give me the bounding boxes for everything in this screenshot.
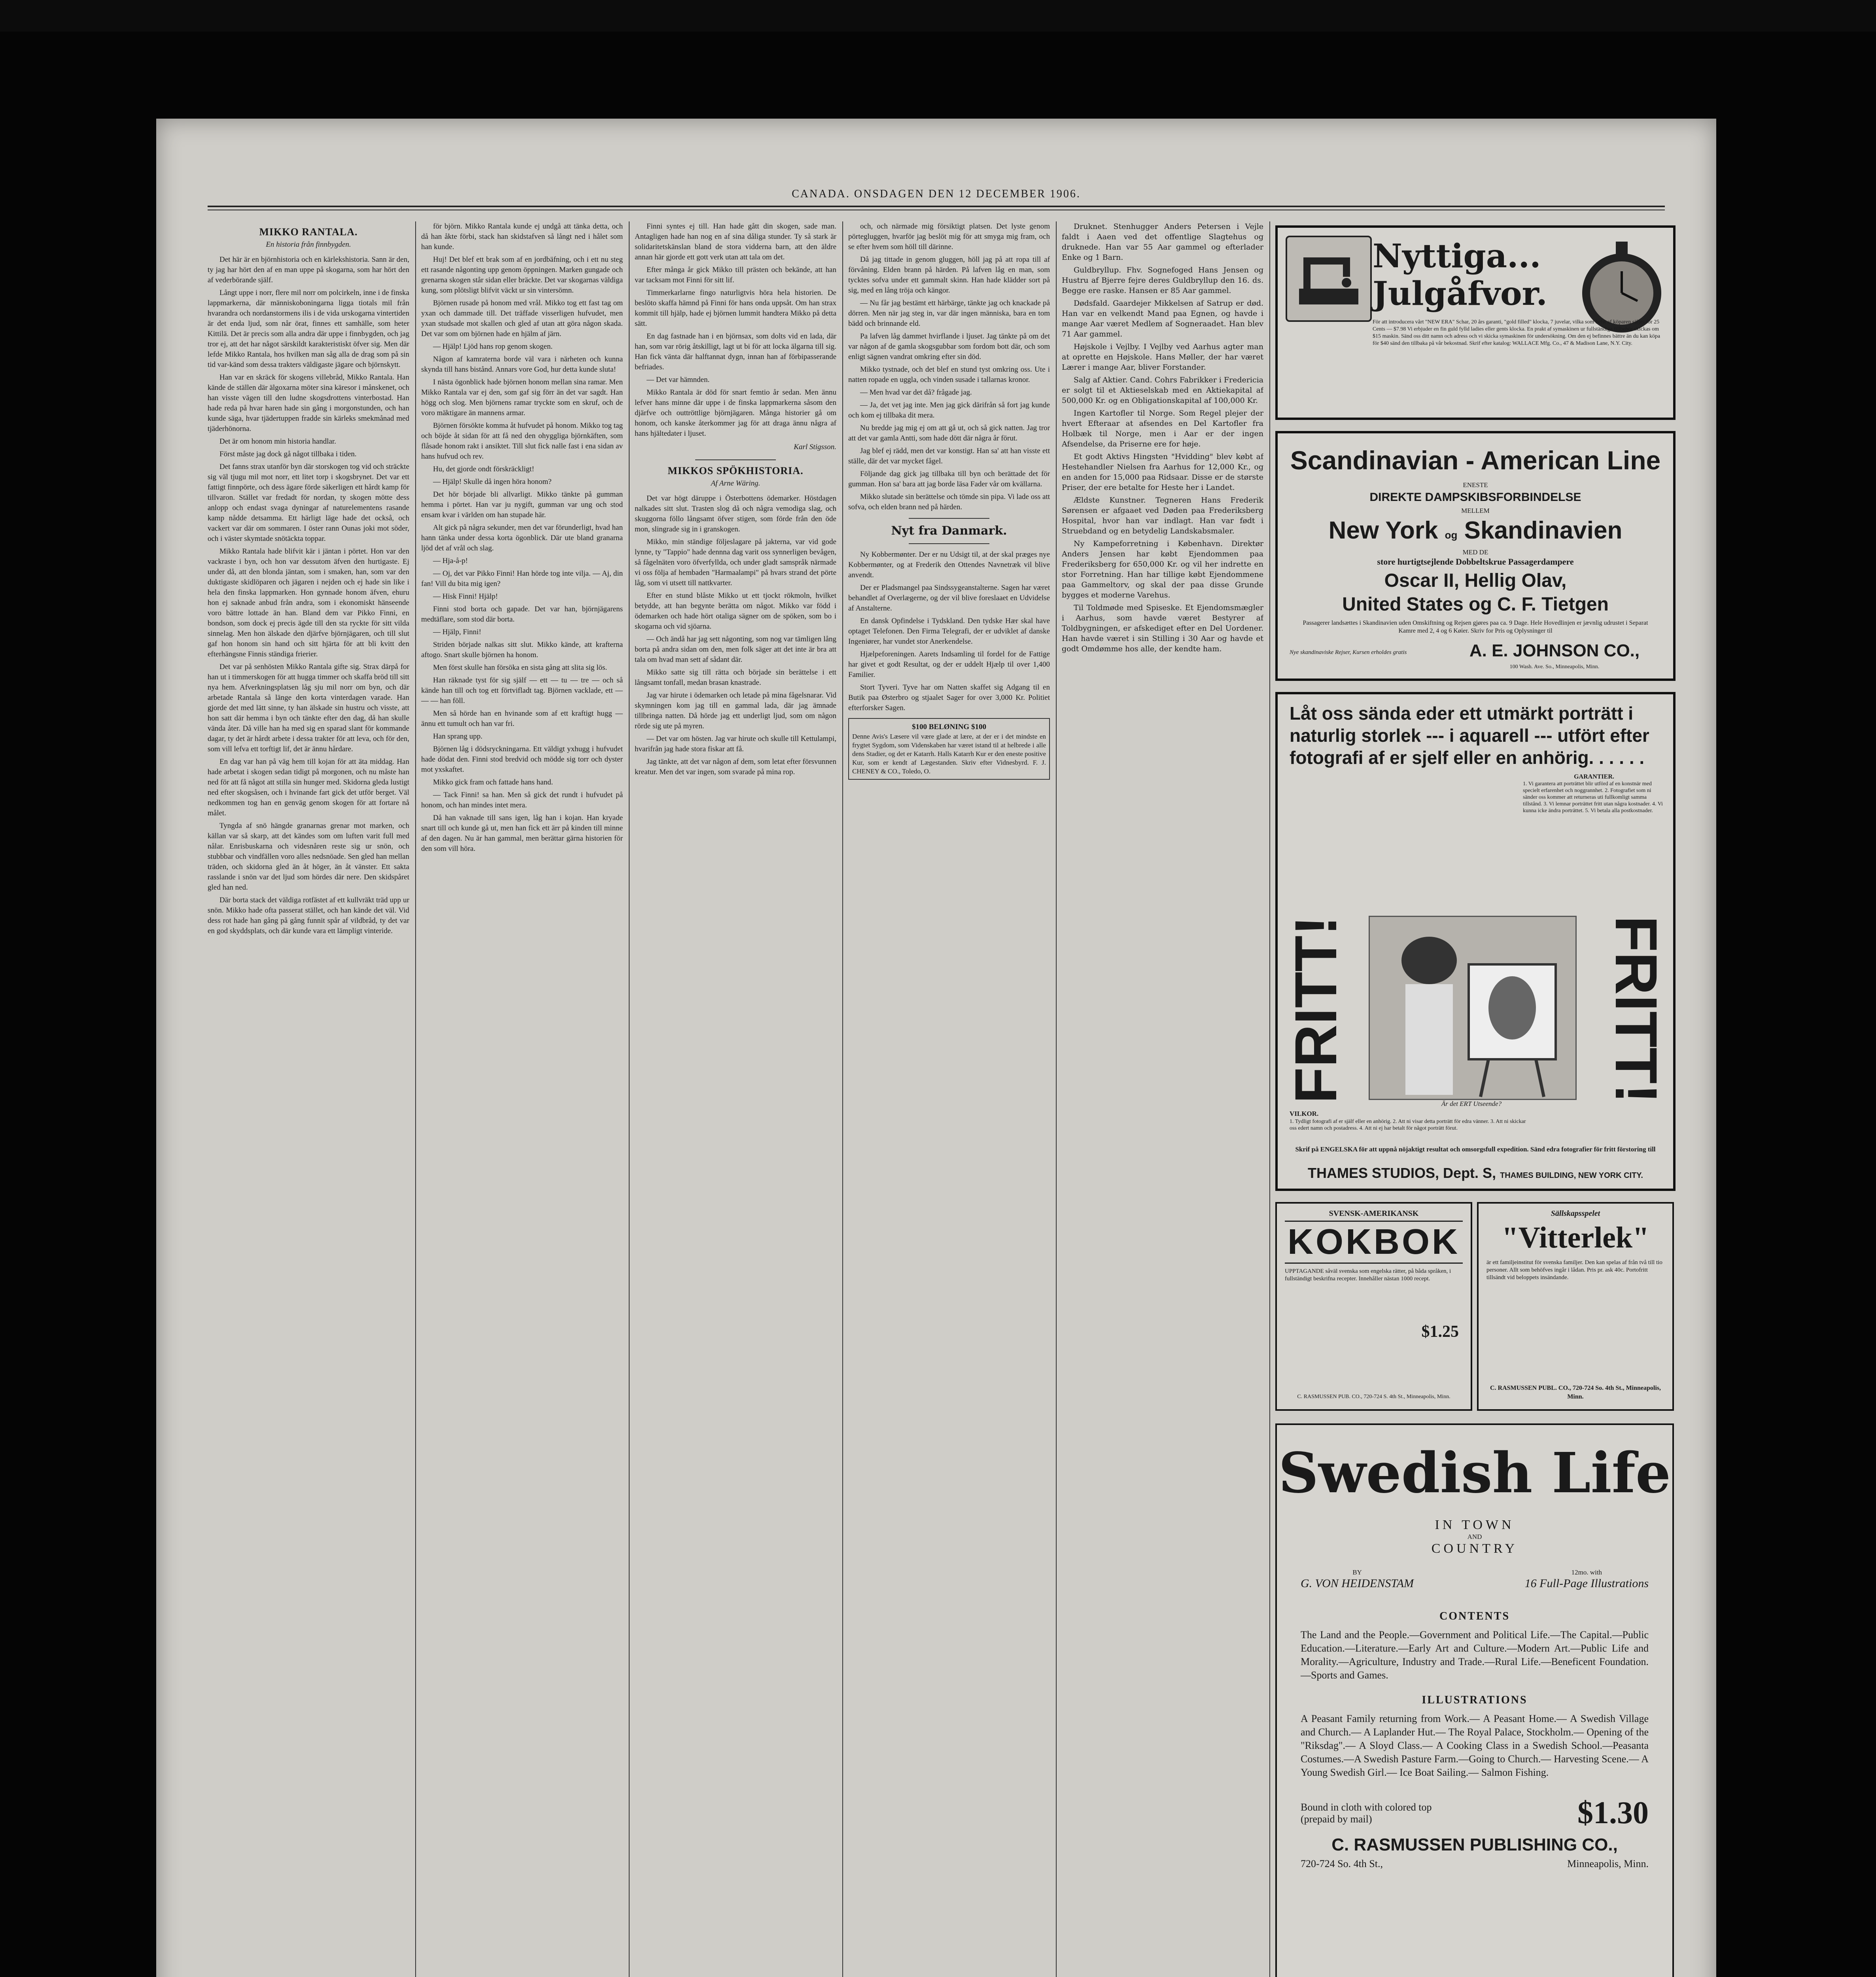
paragraph: Det är om honom min historia handlar. [219,437,336,446]
paragraph: Ingen Kartofler til Norge. Som Regel plejer der hvert Efteraar at afsendes en Del Kartofler fra Holbæk til Norge, men i Aar er der ingen Afsendelse, da Priserne ere for høje. [1062,409,1263,448]
paragraph: Det hör började bli allvarligt. Mikko tänkte på gumman hemma i pörtet. Han var ju nygift, gumman var ung och stod ensam kvar i världen om han stupade här. [421,490,623,519]
fritt-right: FRITT! [1603,916,1670,1104]
article-body [848,221,1050,512]
divider [695,459,776,460]
paragraph: Efter en stund blåste Mikko ut ett tjockt rökmoln, hvilket betydde, att han begynte berätta om något. Mikko var född i ödemarken och hade hört otaliga sägner om de spöken, som bo i skogarna och vid sjöarna. [635,592,836,631]
author-signature: Karl Stigsson. [794,443,836,451]
conditions-block: VILKOR. 1. Tydligt fotografi af er själf eller en anhörig. 2. Att ni visar detta porträtt för edra vänner. 3. Att ni skickar oss edert namn och postadress. 4. Att ni ej har betalt för något porträtt förut. [1290,1110,1526,1131]
film-strip-top [0,0,1876,32]
ad-title: Nyttiga... Julgåfvor. [1373,237,1547,313]
paragraph: Pa lafven låg dammet hvirflande i ljuset. Jag tänkte på om det var någon af de gamla skogsgubbar som fordom bott där, och som enligt sägnen vandrat omkring efter sin död. [848,332,1050,361]
column-5 [1062,221,1263,1977]
paragraph: Guldbryllup. Fhv. Sognefoged Hans Jensen og Hustru af Bjerre fejre deres Guldbryllup den 16. ds. Begge ere raske. Hansen er 85 Aar gammel. [1062,266,1263,295]
paragraph: Salg af Aktier. Cand. Cohrs Fabrikker i Fredericia er solgt til et Aktieselskab med en Aktiekapital af 500,000 Kr. og en Obligationskapital af 100,000 Kr. [1062,376,1263,405]
article-title: MIKKOS SPÖKHISTORIA. [668,465,804,476]
paragraph: Där borta stack det väldiga rotfästet af ett kullvräkt träd upp ur snön. Mikko hade ofta passerat stället, och han kände det väl. Vid dess rot hade han gång på gång funnit spår af vildbråd, ty det var en god skyddsplats, och där kunde vara ett lämpligt vinteride. [208,896,409,935]
ad-portrait-offer: Låt oss sända eder ett utmärkt porträtt i naturlig storlek --- i aquarell --- utfört efter fotografi af er sjelf eller en anhörig. . . . . . GARANTIER. 1. Vi garantera att porträttet blir utförd af en konstnär med specielt erfarenhet och noggrannhet. 2. Fotografiet som ni sänder oss kommer att returneras uti fullkomligt samma tillstånd. 3. Vi lemnar porträttet fritt utan några kostnader. 4. Vi kunna icke ändra porträttet. 5. Vi betala alla postkostnader. FRITT! FRITT! Är det ERT Utseende? VILKOR. 1. Tydligt fotografi af er själf eller en anhörig. 2. Att ni visar detta porträtt för edra vänner. 3. Att ni skickar oss edert namn och postadress. 4. Att ni ej har betalt för något porträtt förut. Skrif på ENGELSKA för att uppnå nöjaktigt resultat och omsorgsfull expedition. Sänd edra fotografier för fritt förstoring till THAMES STUDIOS, Dept. S, THAMES BUILDING, NEW YORK CITY. [1275,692,1676,1191]
paragraph: Björnen låg i dödsryckningarna. Ett väldigt yxhugg i hufvudet hade dödat den. Finni stod bredvid och mödde sig torr och dyster mot yxskaftet. [421,745,623,774]
danish-news [1062,221,1263,654]
paragraph: Efter många år gick Mikko till prästen och bekände, att han var tacksam mot Finni för sitt lif. [635,266,836,284]
contents-list: The Land and the People.—Government and Political Life.—The Capital.—Public Education.—Literature.—Early Art and Culture.—Modern Art.—Public Life and Morality.—Agriculture, Industry and Trade.—Rural Life.—Beneficent Foundation.—Sports and Games. [1301,1629,1649,1681]
publisher-address: 720-724 So. 4th St., Minneapolis, Minn. [1301,1858,1649,1869]
reward-ad-title: $100 BELØNING $100 [912,723,986,731]
paragraph: Mikko tystnade, och det blef en stund tyst omkring oss. Ute i natten ropade en uggla, och vinden susade i tallarnas kronor. [848,365,1050,384]
paragraph: för björn. Mikko Rantala kunde ej undgå att tänka detta, och då han åkte förbi, stack han skidstafven så långt ned i hålet som han kunde. [421,222,623,251]
paragraph: Det här är en björnhistoria och en kärlekshistoria. Sann är den, ty jag har hört den af en man uppe på skogarna, som har hört den af vederbörande själf. [208,255,409,284]
paragraph: — Och ändå har jag sett någonting, som nog var tämligen lång borta på andra sidan om den, men folk säger att det inte är bra att tala om hvad man sett af sådant där. [635,635,836,664]
paragraph: Alt gick på några sekunder, men det var förunderligt, hvad han hann tänka under dessa korta ögonblick. Där ute bland granarna ljöd det af vrål och slag. [421,524,623,552]
paragraph: Mikko slutade sin berättelse och tömde sin pipa. Vi lade oss att sofva, och elden brann ned på härden. [848,493,1050,511]
paragraph: Långt uppe i norr, flere mil norr om polcirkeln, inne i de finska lappmarkerna, där människoboningarna ligga tiotals mil från hvarandra och nordanstormens ilis i de vida urskogarna vintertiden är det enda ljud, som når örat, finnes ett samhälle, som heter Kittilä. Det är precis som alla andra där uppe i finnbygden, och jag tror ej, att det har något särskildt karakteristiskt öfver sig. Men där lefde Mikko Rantala, hos hvilken man såg alla de drag som på sin tid var-känd som dessa trakters väldigaste jägare och björnskytt. [208,289,409,369]
paragraph: — Men hvad var det då? frågade jag. [860,388,972,397]
paragraph: Björnen rusade på honom med vrål. Mikko tog ett fast tag om yxan och dammade till. Det träffade visserligen hufvudet, men yxan studsade mot skallen och gled af utan att göra någon skada. Det var som om björnen hade en hjälm af järn. [421,299,623,338]
column-3 [635,221,836,1977]
article-byline: Af Arne Wäring. [711,479,760,488]
article-subtitle: En historia från finnbygden. [266,240,351,249]
portrait-illustration [1369,916,1577,1100]
paragraph: Men så hörde han en hvinande som af ett kraftigt hugg — ännu ett tumult och han var fri. [421,709,623,728]
paragraph: Til Toldmøde med Spiseske. Et Ejendomsmægler i Aarhus, som havde været Bestyrer af Toldbygningen, er afskediget efter en Del Uordener. Han havde været i sin Stilling i 30 Aar og havde et godt Omdømme hos alle, der kendte ham. [1062,603,1263,653]
paragraph: Jag blef ej rädd, men det var konstigt. Han sa' att han visste ett ställe, där det var mycket fågel. [848,447,1050,465]
paragraph: — Hjälp! Ljöd hans rop genom skogen. [433,342,553,351]
ad-scandinavian-american-line: Scandinavian - American Line ENESTE DIREKTE DAMPSKIBSFORBINDELSE MELLEM New York og Skandinavien MED DE store hurtigtsejlende Dobbeltskrue Passagerdampere Oscar II, Hellig Olav, United States og C. F. Tietgen Passagerer landsættes i Skandinavien uden Omskiftning og Rejsen gjøres paa ca. 9 Dage. Hele Hovedlinjen er jævnlig udrustet i Separat Kamre med 2, 4 og 6 Køier. Skriv for Pris og Oplysninger til Nye skandinaviske Rejser, Kursen erholdes gratis A. E. JOHNSON CO., 100 Wash. Ave. So., Minneapolis, Minn. [1275,431,1676,681]
paragraph: Hjælpeforeningen. Aarets Indsamling til fordel for de Fattige har givet et godt Resultat, og der er uddelt Hjælp til over 1,400 Familier. [848,650,1050,679]
price: $1.25 [1421,1323,1459,1341]
agent-name: A. E. JOHNSON CO., [1469,641,1640,660]
paragraph: Ny Kobbermønter. Der er nu Udsigt til, at der skal præges nye Kobbermønter, og at Frederik den Ottendes Navnetræk vil blive anvendt. [848,550,1050,579]
paragraph: Jag var hirute i ödemarken och letade på mina fågelsnarar. Vid skymningen kom jag till en gammal lada, där jag ämnade tillbringa natten. Då hörde jag ett underligt ljud, som om någon rörde sig ute på myren. [635,691,836,730]
paragraph: Ældste Kunstner. Tegneren Hans Frederik Sørensen er afgaaet ved Døden paa Frederiksberg Hospital, hvor han var indlagt. Han var født i Struebdand og en betydelig Landskabsmaler. [1062,496,1263,535]
paragraph: Mikko satte sig till rätta och började sin berättelse i ett långsamt tonfall, medan brasan knastrade. [635,668,836,687]
article-body [421,221,623,854]
news-items [848,550,1050,713]
reward-ad [848,718,1050,780]
divider [909,543,989,544]
column-divider [1269,221,1270,1977]
paragraph: — Nu får jag bestämt ett härbärge, tänkte jag och knackade på dörren. Men när jag steg in, var där ingen människa, bara en tom bädd och brinnande eld. [848,299,1050,328]
paragraph: Striden började nalkas sitt slut. Mikko kände, att krafterna aftogo. Snart skulle björnen ha honom. [421,641,623,659]
column-2 [421,221,623,1977]
paragraph: — Hja-å-p! [433,557,468,565]
article-body [635,493,836,777]
newspaper-page [156,119,1716,1977]
paragraph: Finni syntes ej till. Han hade gått din skogen, sade man. Antagligen hade han nog en af sina dåliga stunder. Ty så stark är solidaritetskänslan bland de stora vidderna barn, att den äldre annan här gjorde ett gott verk utan att tala om det. [635,222,836,261]
paragraph: — Det var om hösten. Jag var hirute och skulle till Kettulampi, hvarifrån jag hade stora fiskar att få. [635,735,836,753]
paragraph: Nu bredde jag mig ej om att gå ut, och så gick natten. Jag tror att det var gamla Antti, som hade dött där några år förut. [848,424,1050,442]
paragraph: — Tack Finni! sa han. Men så gick det rundt i hufvudet på honom, och han mindes intet mera. [421,791,623,809]
section-title: Nyt fra Danmark. [891,524,1007,538]
paragraph: Et godt Aktivs Hingsten "Hvidding" blev købt af Hestehandler Nielsen fra Aarhus for 12,000 Kr., og en anden for 15,000 paa Ridsaar. Disse er de største Priser, der ere betalte for Heste her i Landet. [1062,452,1263,492]
paragraph: — Hisk Finni! Hjälp! [433,592,498,601]
header-rule [208,206,1665,207]
paragraph: — Det var hämnden. [647,376,710,384]
paragraph: Druknet. Stenhugger Anders Petersen i Vejle faldt i Aaen ved det offentlige Slagtehus og druknede. Han var 55 Aar gammel og efterlader Enke og 1 Barn. [1062,222,1263,262]
guarantee-block: GARANTIER. 1. Vi garantera att porträttet blir utförd af en konstnär med specielt erfarenhet och noggrannhet. 2. Fotografiet som ni sänder oss kommer att returneras uti fullkomligt samma tillstånd. 3. Vi lemnar porträttet fritt utan några kostnader. 4. Vi kunna icke ändra porträttet. 5. Vi betala alla postkostnader. [1523,773,1663,814]
page-header: CANADA. ONSDAGEN DEN 12 DECEMBER 1906. [792,188,1081,200]
paragraph: Jag tänkte, att det var någon af dem, som letat efter försvunnen kreatur. Men det var ingen, som svarade på mina rop. [635,758,836,776]
ad-swedish-life: Swedish Life IN TOWN AND COUNTRY BY G. VON HEIDENSTAM 12mo. with 16 Full-Page Illustrations CONTENTS The Land and the People.—Government and Political Life.—The Capital.—Public Education.—Literature.—Early Art and Culture.—Modern Art.—Public Life and Morality.—Agriculture, Industry and Trade.—Rural Life.—Beneficent Foundation.—Sports and Games. ILLUSTRATIONS A Peasant Family returning from Work.— A Peasant Home.— A Swedish Village and Church.— A Laplander Hut.— The Royal Palace, Stockholm.— Opening of the "Riksdag".— A Sloyd Class.— A Cooking Class in a Swedish School.—Peasanta Costumes.—A Swedish Pasture Farm.—Going to Church.— Harvesting Scene.— A Young Swedish Girl.— Ice Boat Sailing.— Salmon Fishing. Bound in cloth with colored top (prepaid by mail) $1.30 C. RASMUSSEN PUBLISHING CO., 720-724 So. 4th St., Minneapolis, Minn. [1275,1423,1674,1977]
paragraph: — Hjälp! Skulle då ingen höra honom? [433,478,552,486]
paragraph: — Ja, det vet jag inte. Men jag gick därifrån så fort jag kunde och kom ej tillbaka dit mera. [848,401,1050,420]
column-1 [208,221,409,1977]
paragraph: Det var på senhösten Mikko Rantala gifte sig. Strax därpå for han ut i timmerskogen för att hugga timmer och skaffa bröd till sitt nya hem. Afverkningsplatsen låg sju mil norr om byn, och där arbetade Rantala så länge den korta vinterdagen varade. Han gjorde det med lätt sinne, ty han älskade sin hustru och visste, att hon satt där hemma i byn och tänkte efter den dag, då han skulle vända åter. Då ville han ha med sig en sparad slant för kommande dagar, ty det är hårdt arbete i dessa trakter för att leva, och för den, som vill lefva ett torftigt lif, det är ännu hårdare. [208,663,409,753]
publisher: C. RASMUSSEN PUBLISHING CO., [1331,1835,1618,1854]
price: $1.30 [1577,1796,1649,1830]
reward-ad-text: Denne Avis's Læsere vil være glade at lære, at der er i det mindste en frygtet Sygdom, som Videnskaben har været istand til at helbrede i alle dens Stadier, og det er Katarrh. Halls Katarrh Kur er den eneste positive Kur, som er kendt af Lægestanden. Skriv efter Vidnesbyrd. F. J. CHENEY & CO., Toledo, O. [852,733,1046,775]
fritt-left: FRITT! [1282,916,1349,1104]
paragraph: Han sprang upp. [433,732,483,741]
paragraph: Mikko, min ständige följeslagare på jakterna, var vid gode lynne, ty "Tappio" hade dennna dag varit oss synnerligen bevågen, så fågelnäten voro öfverfyllda, och under gladt samspråk närmade vi oss följa af hembaden "Harmaalampi" på hvars strand det pörte låg, som vi utsett till nattkvarter. [635,538,836,587]
paragraph: Dødsfald. Gaardejer Mikkelsen af Satrup er død. Han var en velkendt Mand paa Egnen, og havde i mange Aar været Medlem af Sogneraadet. Han blev 71 Aar gammel. [1062,299,1263,338]
route-line: New York og Skandinavien [1328,517,1623,544]
ad-headline: Låt oss sända eder ett utmärkt porträtt i naturlig storlek --- i aquarell --- utfört efter fotografi af er sjelf eller en anhörig. . . . . . [1290,703,1649,768]
paragraph: Der er Pladsmangel paa Sindssygeanstalterne. Sagen har været behandlet af Overlægerne, og der vil blive foreslaaet en Udvidelse af Anstalterne. [848,584,1050,612]
paragraph: Någon af kamraterna borde väl vara i närheten och kunna skynda till hans bistånd. Annars vore God, hur detta kunde sluta! [421,355,623,374]
paragraph: Det var högt däruppe i Österbottens ödemarker. Höstdagen nalkades sitt slut. Trasten slog då och några vemodiga slag, och skuggorna föllo långsamt öfver stigen, som förde från den öde mon, slingrade sig in i granskogen. [635,494,836,533]
column-divider [1056,221,1057,1977]
paragraph: En dag var han på väg hem till kojan för att äta middag. Han hade arbetat i skogen sedan tidigt på morgonen, och nu måste han ned för att få något att stilla sin hunger med. Skidorna gleda lustigt ned efter skogsåsen, och i hvinande fart gick det utför berget. Väl nedkommen tog han en genväg genom skogen för att fortare nå målet. [208,758,409,817]
paragraph: En dansk Opfindelse i Tydskland. Den tydske Hær skal have optaget Telefonen. Den Firma Telegrafi, der er udviklet af danske Ingeniører, har vundet stor Anerkendelse. [848,617,1050,646]
paragraph: Det fanns strax utanför byn där storskogen tog vid och sträckte sig väl tjugu mil mot norr, ett litet torp i skogsbrynet. Det var ett fattigt finnpörte, och dess ägare förde säkerligen ett hårdt kamp för tillvaron. Stället var fredadt för nordan, ty skogen mötte dess anlopp och endast svaga dyningar af naturelementens rasande kamp nådde detsamma. Ett härligt läge hade det också, och vackert var där om sommaren. I öster rann Ounas joki mot söder, och i väster skymtade snötäckta toppar. [208,463,409,543]
paragraph: Finni stod borta och gapade. Det var han, björnjägarens medtäflare, som stod där borta. [421,605,623,624]
ad-julgafvor [1275,225,1676,420]
column-4 [848,221,1050,1977]
paragraph: Hu, det gjorde ondt förskräckligt! [433,465,534,473]
paragraph: Mikko Rantala är död för snart femtio år sedan. Men ännu lefver hans minne där uppe i de finska lappmarkerna såsom den djärfve och outtröttlige björnjägaren. Många historier gå om honom, och kanske återkommer jag för att draga ännu några af hans hjältedater i ljuset. [635,388,836,438]
paragraph: Han var en skräck för skogens villebråd, Mikko Rantala. Han kände de ställen där älgoxarna möter sina käresor i månskenet, och han visste vägen till den ludne skogsdrottens vinterbostad. Han hade reda på hvar haren hade sin gång i morgonstunden, och han kunde säga, hvar tjädertuppen fradde sin kärleks smekmånad med tjäderhönorna. [208,373,409,433]
author: G. VON HEIDENSTAM [1301,1577,1414,1590]
author-row: BY G. VON HEIDENSTAM 12mo. with 16 Full-Page Illustrations [1301,1569,1649,1590]
paragraph: Timmerkarlarne fingo naturligtvis höra hela historien. De beslöto skaffa hämnd på Finni för hans onda uppsåt. Om han strax kommit till hjälp, hade ej björnen lummit handtera Mikko på detta sätt. [635,289,836,328]
paragraph: Tyngda af snö hängde granarnas grenar mot marken, och källan var så skarp, att det kändes som om luften varit full med nålar. Enrisbuskarna och videsnåren reste sig ur snön, och stubbbar och vindfällen voro alles nedsnöade. Sen gled han mellan träden, och skidorna gled än åt höger, än åt vänster. Ett sakta rasslande i snön var det ljud som hördes där nere. Den skidspåret gled han ned. [208,822,409,892]
article-body [208,255,409,936]
column-divider [415,221,416,1977]
paragraph: Då jag tittade in genom gluggen, höll jag på att ropa till af förvåning. Elden brann på härden. På lafven låg en man, som tycktes sofva under ett gammalt skinn. Han hade klädder sort på sig, med en lång tröja och kängor. [848,255,1050,295]
paragraph: Då han vaknade till sans igen, låg han i kojan. Han kryade snart till och kunde gå ut, men han fick ett ärr på kinden till minne af den dagen. Nu är han gammal, men berättar gärna historien för den som vill höra. [421,814,623,853]
paragraph: Højskole i Vejlby. I Vejlby ved Aarhus agter man at oprette en Højskole. Hans Møller, der har været Lærer i mange Aar, bliver Forstander. [1062,342,1263,372]
ad-title: "Vitterlek" [1502,1221,1649,1254]
paragraph: Ny Kampeforretning i København. Direktør Anders Jensen har købt Ejendommen paa Frederiksberg for 650,000 Kr. og vil her indrette en stor Forretning. Han har tillige købt Ejendommene paa Gammeltorv, og skal der paa disse Grunde bygges et moderne Varehus. [1062,539,1263,599]
paragraph: Följande dag gick jag tillbaka till byn och berättade det för gumman. Hon sa' bara att jag borde läsa Fader vår om kvällarna. [848,470,1050,488]
illustrations-list: A Peasant Family returning from Work.— A Peasant Home.— A Swedish Village and Church.— A Laplander Hut.— The Royal Palace, Stockholm.— Opening of the "Riksdag".— A Sloyd Class.— A Cooking Class in a Swedish School.—Peasanta Costumes.—A Swedish Pasture Farm.—Going to Church.— Harvesting Scene.— A Young Swedish Girl.— Ice Boat Sailing.— Salmon Fishing. [1301,1713,1649,1778]
divider [909,518,989,519]
paragraph: och, och närmade mig försiktigt platsen. Det lyste genom pörtegluggen, hvarför jag beslöt mig för att smyga mig fram, och se efter hvem som höll till därinne. [848,222,1050,251]
price-row: Bound in cloth with colored top (prepaid by mail) $1.30 [1301,1796,1649,1830]
ad-title: Scandinavian - American Line [1290,446,1661,475]
ad-kokbok: SVENSK-AMERIKANSK KOKBOK UPPTAGANDE såväl svenska som engelska rätter, på båda språken, i fullständigt beskrifna recepter. Innehåller nästan 1000 recept. $1.25 C. RASMUSSEN PUB. CO., 720-724 S. 4th St., Minneapolis, Minn. [1275,1202,1472,1411]
ad-vitterlek: Sällskapsspelet "Vitterlek" är ett familjeinstitut för svenska familjer. Den kan spelas af från två till tio personer. Allt som behöfves ingår i lådan. Pris pr. ask 40c. Portofritt tillsändt vid beloppets insändande. C. RASMUSSEN PUBL. CO., 720-724 So. 4th St., Minneapolis, Minn. [1477,1202,1674,1411]
paragraph: Han räknade tyst för sig själf — ett — tu — tre — och så kände han till och tog ett förtvifladt tag. Björnen vacklade, ett — — — han föll. [421,676,623,705]
paragraph: Mikko gick fram och fattade hans hand. [433,778,553,786]
ad-title: KOKBOK [1285,1221,1463,1264]
article-title: MIKKO RANTALA. [259,226,358,238]
paragraph: En dag fastnade han i en björnsax, som dolts vid en lada, där han, som var rörig åtskilligt, lagt ut bi för att locka älgarna till sig. Han fick vänta där halftannat dygn, innan han af förbipasserande befriades. [635,332,836,371]
paragraph: Björnen försökte komma åt hufvudet på honom. Mikko tog tag och böjde åt sidan för att få ned den ohyggliga björnkäften, som flåsade honom rakt i ansiktet. Till slut fick nalle fast i ena sidan av hans hufvud och rev. [421,421,623,461]
paragraph: Huj! Det blef ett brak som af en jordbäfning, och i ett nu steg ett rasande någonting upp genom öppningen. Marken gungade och grenarna skogen står sidan eller bräckte. Det var skogarnas väldiga kung, som plötsligt blifvit väckt ur sin vintersömn. [421,255,623,295]
paragraph: — Oj, det var Pikko Finni! Han hörde tog inte vilja. — Aj, din fan! Vill du bita mig igen? [421,569,623,588]
paragraph: Men först skulle han försöka en sista gång att slita sig lös. [433,663,607,672]
sewing-machine-icon [1286,236,1372,322]
column-divider [842,221,843,1977]
company-line: THAMES STUDIOS, Dept. S, THAMES BUILDING, NEW YORK CITY. [1308,1165,1643,1181]
paragraph: Först måste jag dock gå något tillbaka i tiden. [219,450,357,458]
paragraph: — Hjälp, Finni! [433,628,481,636]
column-divider [629,221,630,1977]
ad-text: För att introducera vårt "NEW ERA" Schar, 20 års garanti, "gold filled" klocka, 7 juvelar, vilka som helst af köparen säljes för 25 Cents — $7.98 Vi erbjuder en fin guld fylld ladies eller gents klocka. En prakt af symaskinen ur fullständiga tillbehör skickas om $15 maskin. Sänd oss ditt namn och adress och vi skicka symaskinen för undersökning. Om den ej befinnes bättre än du kan köpa för $40 sänd den tillbaka på vår bekostnad. Skrif efter katalog: WALLACE Mfg. Co., 47 & Madison Lane, N.Y. City. [1373,319,1660,346]
paragraph: Mikko Rantala hade blifvit kär i jäntan i pörtet. Hon var den vackraste i byn, och hon var dessutom äfven den hurtigaste. Ej under då, att den blonda jäntan, som i smaken, han, som var den duktigaste skidlöparen och jägaren i nejden och ej hade sin like i hela den finska lappmarken. Hon gynnade honom äfven, ehuru hon ej saknade anbud från andra, som i ekonomiskt hänseende voro bättre lottade än han. Bland dem var Pikko Finni, en bondson, som dock ej precis ägde till den sta ryckte för sitt vilda sinnelag. Men hon älskade den djärfve björnjägaren, och till slut gaf hon honom sin hand och sitt hjärta för att bli kvitt den efterhängsne Finnis ständiga frierier. [208,547,409,658]
article-body [635,221,836,439]
paragraph: Stort Tyveri. Tyve har om Natten skaffet sig Adgang til en Butik paa Østerbro og stjaalet Sager for over 3,000 Kr. Politiet efterforsker Sagen. [848,683,1050,712]
paragraph: I nästa ögonblick hade björnen honom mellan sina ramar. Men Mikko Rantala var ej den, som gaf sig förr än det var sagdt. Han högg och slog. Men björnens ramar tryckte som en skruf, och de voro mäktigare än mannens armar. [421,378,623,417]
book-title: Swedish Life [1278,1441,1671,1506]
